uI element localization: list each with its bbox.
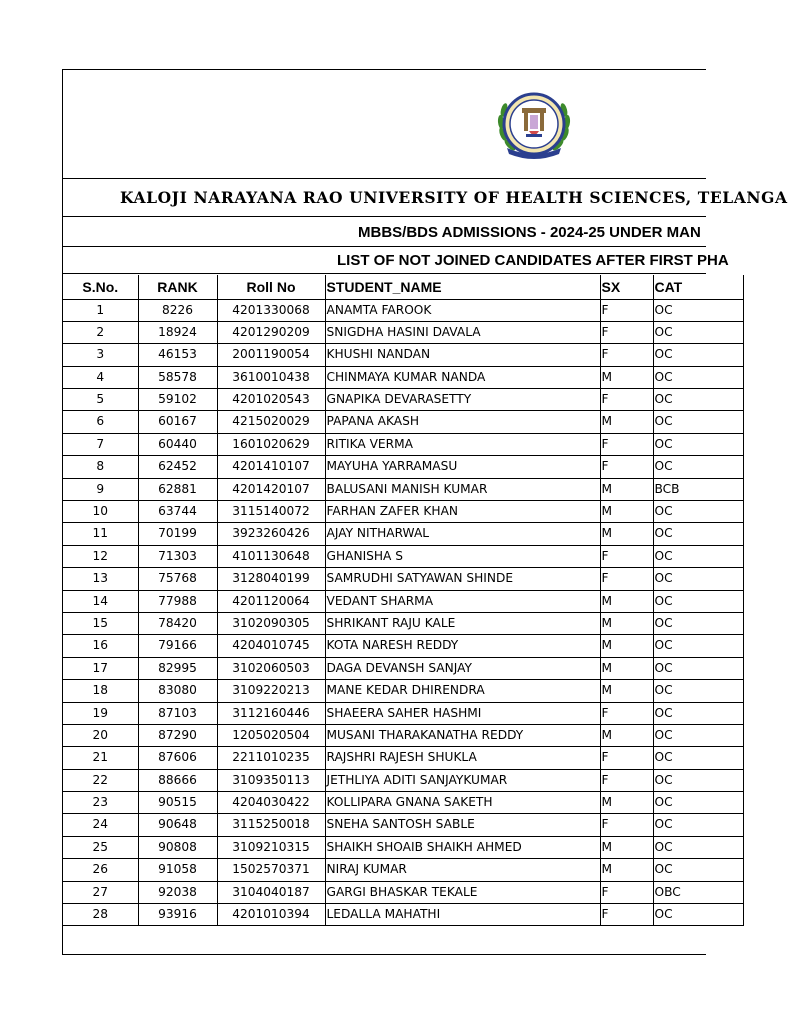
cell-student-name: MAYUHA YARRAMASU bbox=[325, 456, 600, 478]
table-row bbox=[63, 344, 743, 366]
cell-sno: 12 bbox=[63, 545, 138, 567]
table-row bbox=[63, 456, 743, 478]
cell-roll-no: 4201420107 bbox=[217, 478, 325, 500]
cell-student-name: PAPANA AKASH bbox=[325, 411, 600, 433]
cell-sx: F bbox=[600, 881, 653, 903]
cell-sno: 20 bbox=[63, 724, 138, 746]
cell-roll-no: 4215020029 bbox=[217, 411, 325, 433]
table-row bbox=[63, 612, 743, 634]
cell-roll-no: 4201290209 bbox=[217, 321, 325, 343]
cell-roll-no: 3610010438 bbox=[217, 366, 325, 388]
cell-student-name: NIRAJ KUMAR bbox=[325, 859, 600, 881]
cell-sx: F bbox=[600, 769, 653, 791]
cell-cat: OC bbox=[653, 433, 743, 455]
logo-cell bbox=[63, 70, 706, 179]
university-title: KALOJI NARAYANA RAO UNIVERSITY OF HEALTH SCIENCES, TELANGA bbox=[63, 179, 706, 217]
table-row bbox=[63, 814, 743, 836]
cell-roll-no: 3115140072 bbox=[217, 501, 325, 523]
cell-student-name: DAGA DEVANSH SANJAY bbox=[325, 657, 600, 679]
cell-rank: 58578 bbox=[138, 366, 217, 388]
cell-student-name: BALUSANI MANISH KUMAR bbox=[325, 478, 600, 500]
cell-cat: OC bbox=[653, 501, 743, 523]
table-row bbox=[63, 523, 743, 545]
cell-roll-no: 4201330068 bbox=[217, 299, 325, 321]
cell-student-name: AJAY NITHARWAL bbox=[325, 523, 600, 545]
cell-student-name: GNAPIKA DEVARASETTY bbox=[325, 389, 600, 411]
cell-student-name: RAJSHRI RAJESH SHUKLA bbox=[325, 747, 600, 769]
cell-roll-no: 2211010235 bbox=[217, 747, 325, 769]
cell-sno: 10 bbox=[63, 501, 138, 523]
cell-cat: OC bbox=[653, 724, 743, 746]
cell-rank: 77988 bbox=[138, 590, 217, 612]
cell-sx: F bbox=[600, 814, 653, 836]
cell-sno: 4 bbox=[63, 366, 138, 388]
cell-roll-no: 3102090305 bbox=[217, 612, 325, 634]
cell-sno: 9 bbox=[63, 478, 138, 500]
cell-rank: 82995 bbox=[138, 657, 217, 679]
cell-cat: OC bbox=[653, 680, 743, 702]
cell-sno: 13 bbox=[63, 568, 138, 590]
table-row bbox=[63, 904, 743, 926]
cell-sx: M bbox=[600, 523, 653, 545]
cell-sno: 8 bbox=[63, 456, 138, 478]
cell-rank: 63744 bbox=[138, 501, 217, 523]
cell-sno: 27 bbox=[63, 881, 138, 903]
cell-student-name: GHANISHA S bbox=[325, 545, 600, 567]
cell-roll-no: 4201010394 bbox=[217, 904, 325, 926]
table-row bbox=[63, 680, 743, 702]
cell-rank: 62452 bbox=[138, 456, 217, 478]
cell-rank: 70199 bbox=[138, 523, 217, 545]
cell-student-name: MUSANI THARAKANATHA REDDY bbox=[325, 724, 600, 746]
list-title: LIST OF NOT JOINED CANDIDATES AFTER FIRST PHA bbox=[63, 248, 706, 274]
cell-roll-no: 4201120064 bbox=[217, 590, 325, 612]
cell-sx: M bbox=[600, 366, 653, 388]
cell-sno: 1 bbox=[63, 299, 138, 321]
cell-roll-no: 3128040199 bbox=[217, 568, 325, 590]
table-row bbox=[63, 366, 743, 388]
cell-sno: 14 bbox=[63, 590, 138, 612]
cell-sx: M bbox=[600, 792, 653, 814]
table-row bbox=[63, 411, 743, 433]
cell-cat: OC bbox=[653, 769, 743, 791]
cell-sno: 21 bbox=[63, 747, 138, 769]
cell-rank: 71303 bbox=[138, 545, 217, 567]
table-row bbox=[63, 433, 743, 455]
cell-sx: F bbox=[600, 545, 653, 567]
cell-sx: F bbox=[600, 299, 653, 321]
cell-sx: F bbox=[600, 702, 653, 724]
cell-student-name: KOLLIPARA GNANA SAKETH bbox=[325, 792, 600, 814]
cell-rank: 8226 bbox=[138, 299, 217, 321]
candidates-table bbox=[63, 275, 744, 926]
cell-student-name: RITIKA VERMA bbox=[325, 433, 600, 455]
cell-student-name: KHUSHI NANDAN bbox=[325, 344, 600, 366]
table-row bbox=[63, 702, 743, 724]
cell-sx: F bbox=[600, 433, 653, 455]
table-row bbox=[63, 501, 743, 523]
cell-sno: 23 bbox=[63, 792, 138, 814]
cell-sx: F bbox=[600, 904, 653, 926]
table-row bbox=[63, 478, 743, 500]
university-seal-icon bbox=[493, 84, 575, 166]
cell-rank: 83080 bbox=[138, 680, 217, 702]
cell-roll-no: 4201410107 bbox=[217, 456, 325, 478]
cell-cat: OC bbox=[653, 702, 743, 724]
cell-student-name: LEDALLA MAHATHI bbox=[325, 904, 600, 926]
cell-sno: 24 bbox=[63, 814, 138, 836]
cell-roll-no: 3923260426 bbox=[217, 523, 325, 545]
cell-sx: F bbox=[600, 747, 653, 769]
cell-sno: 15 bbox=[63, 612, 138, 634]
cell-sx: M bbox=[600, 411, 653, 433]
table-row bbox=[63, 859, 743, 881]
cell-cat: OC bbox=[653, 321, 743, 343]
cell-rank: 62881 bbox=[138, 478, 217, 500]
column-header-student-name: STUDENT_NAME bbox=[325, 275, 600, 299]
table-row bbox=[63, 299, 743, 321]
cell-sx: M bbox=[600, 501, 653, 523]
cell-student-name: SHAIKH SHOAIB SHAIKH AHMED bbox=[325, 836, 600, 858]
table-row bbox=[63, 836, 743, 858]
column-header-roll-no: Roll No bbox=[217, 275, 325, 299]
cell-cat: OC bbox=[653, 635, 743, 657]
cell-rank: 87103 bbox=[138, 702, 217, 724]
cell-sx: M bbox=[600, 478, 653, 500]
column-header-sno: S.No. bbox=[63, 275, 138, 299]
cell-rank: 18924 bbox=[138, 321, 217, 343]
cell-sx: M bbox=[600, 680, 653, 702]
cell-rank: 78420 bbox=[138, 612, 217, 634]
cell-cat: OC bbox=[653, 657, 743, 679]
cell-sx: M bbox=[600, 859, 653, 881]
cell-roll-no: 3109350113 bbox=[217, 769, 325, 791]
cell-student-name: FARHAN ZAFER KHAN bbox=[325, 501, 600, 523]
table-row bbox=[63, 792, 743, 814]
cell-roll-no: 3115250018 bbox=[217, 814, 325, 836]
cell-roll-no: 2001190054 bbox=[217, 344, 325, 366]
table-row bbox=[63, 545, 743, 567]
table-row bbox=[63, 568, 743, 590]
table-row bbox=[63, 635, 743, 657]
cell-sno: 19 bbox=[63, 702, 138, 724]
table-row bbox=[63, 321, 743, 343]
admissions-subtitle: MBBS/BDS ADMISSIONS - 2024-25 UNDER MAN bbox=[63, 218, 706, 247]
cell-sx: M bbox=[600, 635, 653, 657]
cell-rank: 90515 bbox=[138, 792, 217, 814]
cell-rank: 87606 bbox=[138, 747, 217, 769]
cell-sno: 22 bbox=[63, 769, 138, 791]
cell-cat: OC bbox=[653, 792, 743, 814]
cell-cat: OC bbox=[653, 859, 743, 881]
cell-cat: OC bbox=[653, 299, 743, 321]
cell-cat: OC bbox=[653, 523, 743, 545]
cell-student-name: KOTA NARESH REDDY bbox=[325, 635, 600, 657]
cell-sx: M bbox=[600, 724, 653, 746]
column-header-cat: CAT bbox=[653, 275, 743, 299]
table-row bbox=[63, 657, 743, 679]
cell-rank: 60440 bbox=[138, 433, 217, 455]
cell-cat: OC bbox=[653, 836, 743, 858]
cell-rank: 90808 bbox=[138, 836, 217, 858]
cell-student-name: CHINMAYA KUMAR NANDA bbox=[325, 366, 600, 388]
cell-roll-no: 4204030422 bbox=[217, 792, 325, 814]
cell-roll-no: 3102060503 bbox=[217, 657, 325, 679]
cell-cat: OBC bbox=[653, 881, 743, 903]
cell-sx: F bbox=[600, 568, 653, 590]
cell-sx: M bbox=[600, 590, 653, 612]
cell-cat: OC bbox=[653, 747, 743, 769]
cell-rank: 59102 bbox=[138, 389, 217, 411]
cell-cat: OC bbox=[653, 389, 743, 411]
cell-sx: M bbox=[600, 836, 653, 858]
cell-roll-no: 3109210315 bbox=[217, 836, 325, 858]
cell-student-name: ANAMTA FAROOK bbox=[325, 299, 600, 321]
cell-cat: OC bbox=[653, 411, 743, 433]
cell-student-name: SNIGDHA HASINI DAVALA bbox=[325, 321, 600, 343]
cell-sno: 25 bbox=[63, 836, 138, 858]
cell-student-name: SHRIKANT RAJU KALE bbox=[325, 612, 600, 634]
cell-sx: M bbox=[600, 657, 653, 679]
cell-rank: 88666 bbox=[138, 769, 217, 791]
cell-student-name: GARGI BHASKAR TEKALE bbox=[325, 881, 600, 903]
cell-roll-no: 1502570371 bbox=[217, 859, 325, 881]
cell-sno: 7 bbox=[63, 433, 138, 455]
cell-sno: 6 bbox=[63, 411, 138, 433]
cell-roll-no: 1205020504 bbox=[217, 724, 325, 746]
table-body bbox=[63, 299, 743, 926]
cell-rank: 60167 bbox=[138, 411, 217, 433]
cell-roll-no: 3104040187 bbox=[217, 881, 325, 903]
cell-cat: OC bbox=[653, 568, 743, 590]
cell-rank: 92038 bbox=[138, 881, 217, 903]
cell-cat: OC bbox=[653, 612, 743, 634]
table-header-row bbox=[63, 275, 743, 299]
cell-student-name: SNEHA SANTOSH SABLE bbox=[325, 814, 600, 836]
column-header-sx: SX bbox=[600, 275, 653, 299]
cell-cat: OC bbox=[653, 904, 743, 926]
cell-sno: 17 bbox=[63, 657, 138, 679]
cell-cat: OC bbox=[653, 366, 743, 388]
table-row bbox=[63, 389, 743, 411]
cell-sx: F bbox=[600, 344, 653, 366]
cell-cat: OC bbox=[653, 545, 743, 567]
document-sheet bbox=[62, 69, 788, 955]
table-row bbox=[63, 881, 743, 903]
cell-rank: 75768 bbox=[138, 568, 217, 590]
table-row bbox=[63, 747, 743, 769]
cell-student-name: SAMRUDHI SATYAWAN SHINDE bbox=[325, 568, 600, 590]
cell-sno: 18 bbox=[63, 680, 138, 702]
cell-cat: BCB bbox=[653, 478, 743, 500]
cell-cat: OC bbox=[653, 590, 743, 612]
cell-rank: 87290 bbox=[138, 724, 217, 746]
cell-student-name: VEDANT SHARMA bbox=[325, 590, 600, 612]
cell-sno: 11 bbox=[63, 523, 138, 545]
cell-roll-no: 1601020629 bbox=[217, 433, 325, 455]
table-row bbox=[63, 590, 743, 612]
cell-rank: 91058 bbox=[138, 859, 217, 881]
cell-rank: 90648 bbox=[138, 814, 217, 836]
cell-roll-no: 3112160446 bbox=[217, 702, 325, 724]
cell-rank: 79166 bbox=[138, 635, 217, 657]
cell-sx: F bbox=[600, 321, 653, 343]
table-row bbox=[63, 769, 743, 791]
table-row bbox=[63, 724, 743, 746]
cell-cat: OC bbox=[653, 814, 743, 836]
cell-sx: M bbox=[600, 612, 653, 634]
cell-roll-no: 3109220213 bbox=[217, 680, 325, 702]
cell-roll-no: 4101130648 bbox=[217, 545, 325, 567]
cell-cat: OC bbox=[653, 344, 743, 366]
cell-student-name: MANE KEDAR DHIRENDRA bbox=[325, 680, 600, 702]
cell-sx: F bbox=[600, 389, 653, 411]
cell-sx: F bbox=[600, 456, 653, 478]
cell-sno: 5 bbox=[63, 389, 138, 411]
cell-student-name: JETHLIYA ADITI SANJAYKUMAR bbox=[325, 769, 600, 791]
cell-sno: 28 bbox=[63, 904, 138, 926]
cell-rank: 46153 bbox=[138, 344, 217, 366]
cell-sno: 26 bbox=[63, 859, 138, 881]
column-header-rank: RANK bbox=[138, 275, 217, 299]
cell-rank: 93916 bbox=[138, 904, 217, 926]
cell-sno: 3 bbox=[63, 344, 138, 366]
cell-sno: 2 bbox=[63, 321, 138, 343]
cell-sno: 16 bbox=[63, 635, 138, 657]
cell-student-name: SHAEERA SAHER HASHMI bbox=[325, 702, 600, 724]
cell-roll-no: 4204010745 bbox=[217, 635, 325, 657]
cell-roll-no: 4201020543 bbox=[217, 389, 325, 411]
cell-cat: OC bbox=[653, 456, 743, 478]
